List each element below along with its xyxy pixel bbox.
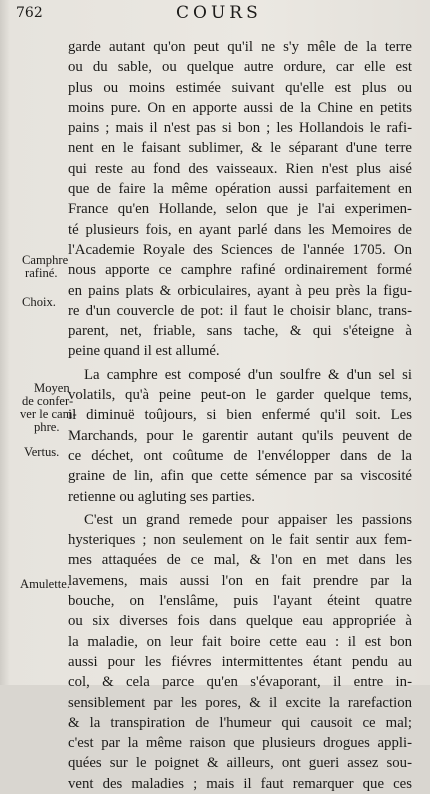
- text-line: plus ou moins estimée suivant qu'elle est plus ou: [68, 79, 412, 96]
- text-line: ou du sable, ou quelque autre ordure, car elle est: [68, 59, 412, 76]
- text-line: aussi pour les fiévres intermittentes étant pendu au: [68, 653, 412, 670]
- text-line: vent des maladies ; mais il faut remarquer que ces: [68, 775, 412, 792]
- text-line: mes attaquées de ce mal, & l'on en met dans les: [68, 552, 412, 569]
- paragraph-1: [68, 37, 412, 362]
- text-line: que de faire la même opération aussi parfaitement en: [68, 181, 412, 198]
- text-line: Marchands, pour le garentir autant qu'ils peuvent de: [68, 427, 412, 444]
- text-line: nous apporte ce camphre rafiné ordinairement formé: [68, 262, 412, 279]
- text-line: re d'un couvercle de pot: il faut le choisir blanc, trans-: [68, 302, 412, 319]
- margin-note-camphre-rafine: Camphre rafiné.: [22, 253, 69, 280]
- text-line: hysteriques ; non seulement on le fait sentir aux fem-: [68, 532, 412, 549]
- text-line: l'Academie Royale des Sciences de l'année 1705. On: [68, 241, 412, 258]
- margin-note-vertus: Vertus.: [24, 445, 60, 459]
- text-line: parent, net, friable, sans tache, & qui s'éteigne à: [68, 323, 412, 340]
- text-line: lavemens, mais aussi l'on en fait prendre par la: [68, 572, 412, 589]
- text-line: France qu'en Hollande, selon que je l'ai experimen-: [68, 201, 412, 218]
- body-text: [68, 37, 412, 794]
- paragraph-3: [68, 510, 412, 794]
- paragraph-2: [68, 365, 412, 507]
- text-line: sensiblement par les pores, & il excite la rarefaction: [68, 694, 412, 711]
- text-line: pains ; mais il n'est pas si bon ; les Hollandois le rafi-: [68, 120, 412, 137]
- text-line: nent en le faisant sublimer, & le séparant d'une terre: [68, 140, 412, 157]
- text-line: ou six diverses fois dans quelque eau appropriée à: [68, 613, 412, 630]
- text-line: retienne ou agluting ses parties.: [68, 488, 255, 505]
- text-line: ce déchet, ont coûtume de l'envélopper dans de la: [68, 447, 412, 464]
- text-line: peine quand il est allumé.: [68, 343, 220, 360]
- text-line: col, & cela parce qu'en s'évaporant, il entre in-: [68, 674, 412, 691]
- page-header: [16, 3, 422, 25]
- running-title: COURS: [176, 3, 262, 23]
- text-line: il diminuë toûjours, si bien enfermé qu'il soit. Les: [68, 407, 412, 424]
- page-number: 762: [16, 5, 43, 21]
- text-line: quées sur le poignet & ailleurs, ont gueri assez sou-: [68, 755, 412, 772]
- text-line: graine de lin, afin que cette sémence par sa viscosité: [68, 468, 412, 485]
- text-line: té plusieurs fois, en ayant parlé dans les Memoires de: [68, 221, 412, 238]
- text-line: volatils, qu'à peine peut-on le garder quelque tems,: [68, 387, 412, 404]
- text-line: la maladie, on leur fait boire cette eau : il est bon: [68, 633, 412, 650]
- text-line: qui reste au fond des vaisseaux. Rien n'est plus aisé: [68, 160, 412, 177]
- text-line: & la transpiration de l'humeur qui causoit ce mal;: [68, 714, 412, 731]
- text-line: c'est par la même raison que plusieurs drogues appli-: [68, 735, 412, 752]
- text-line: La camphre est composé d'un soulfre & d'un sel si: [84, 366, 412, 383]
- margin-note-moyen: Moyen de confer- ver le cam- phre.: [20, 381, 77, 434]
- text-line: C'est un grand remede pour appaiser les passions: [84, 511, 412, 528]
- text-line: bouche, on l'enslâme, puis l'ayant éteint quatre: [68, 593, 412, 610]
- margin-note-choix: Choix.: [22, 295, 56, 309]
- text-line: garde autant qu'on peut qu'il ne s'y mêle de la terre: [68, 39, 412, 55]
- margin-note-amulette: Amulette.: [20, 577, 71, 591]
- text-line: moins pure. On en apporte aussi de la Chine en petits: [68, 99, 412, 116]
- text-line: en pains plats & orbiculaires, ayant à peu près la figu-: [68, 282, 412, 299]
